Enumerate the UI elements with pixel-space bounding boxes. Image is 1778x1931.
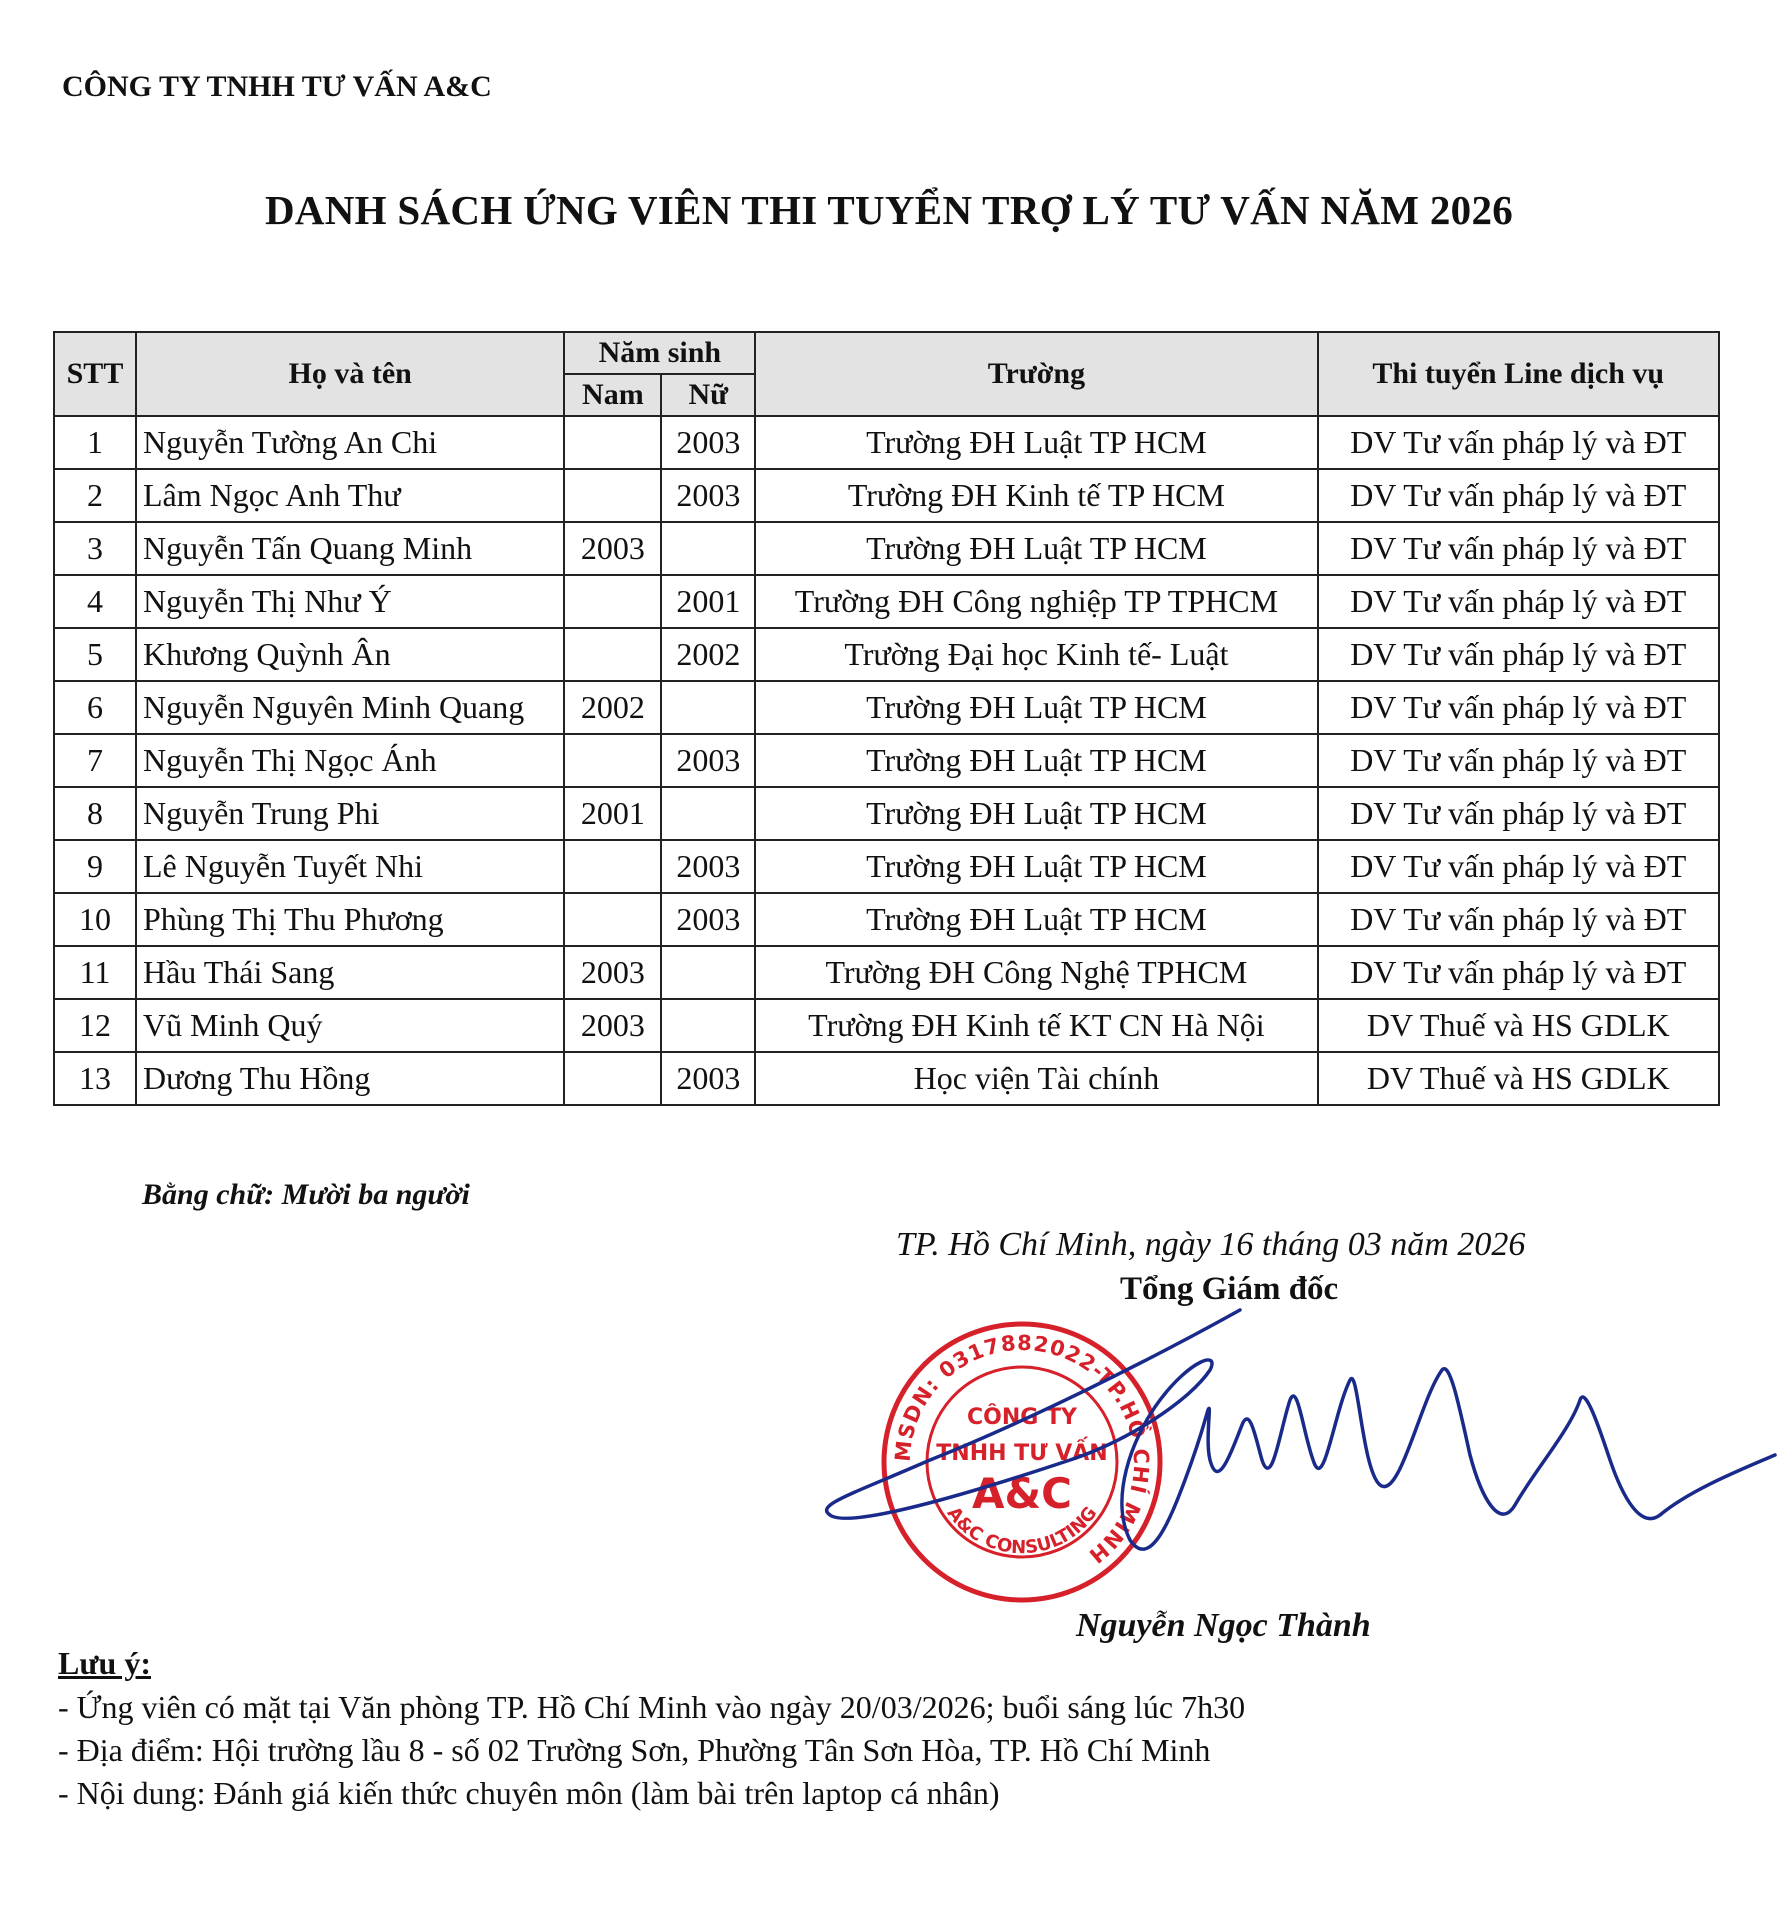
row-school: Trường ĐH Công Nghệ TPHCM xyxy=(755,946,1317,999)
table-row xyxy=(54,681,1719,734)
row-birth-female: 2003 xyxy=(661,469,755,522)
row-line: DV Tư vấn pháp lý và ĐT xyxy=(1318,787,1720,840)
row-line: DV Thuế và HS GDLK xyxy=(1318,1052,1720,1105)
seal-line-2: TNHH TƯ VẤN xyxy=(936,1441,1108,1466)
total-in-words: Bằng chữ: Mười ba người xyxy=(142,1178,470,1211)
row-stt: 2 xyxy=(54,469,136,522)
document-title: DANH SÁCH ỨNG VIÊN THI TUYỂN TRỢ LÝ TƯ VẤN NĂM 2026 xyxy=(264,187,1514,233)
row-name: Khương Quỳnh Ân xyxy=(136,628,564,681)
header-male: Nam xyxy=(564,374,661,416)
row-school: Trường ĐH Kinh tế KT CN Hà Nội xyxy=(755,999,1317,1052)
row-school: Trường ĐH Luật TP HCM xyxy=(755,681,1317,734)
row-birth-male xyxy=(564,575,661,628)
row-birth-male xyxy=(564,1052,661,1105)
row-stt: 7 xyxy=(54,734,136,787)
row-stt: 1 xyxy=(54,416,136,469)
header-line: Thi tuyển Line dịch vụ xyxy=(1318,332,1720,416)
table-row xyxy=(54,575,1719,628)
candidate-table xyxy=(53,331,1720,1106)
table-row xyxy=(54,522,1719,575)
signer-name: Nguyễn Ngọc Thành xyxy=(1076,1607,1371,1644)
row-line: DV Tư vấn pháp lý và ĐT xyxy=(1318,575,1720,628)
row-line: DV Tư vấn pháp lý và ĐT xyxy=(1318,946,1720,999)
row-birth-male xyxy=(564,734,661,787)
place-date: TP. Hồ Chí Minh, ngày 16 tháng 03 năm 2026 xyxy=(896,1226,1526,1263)
row-name: Nguyễn Thị Ngọc Ánh xyxy=(136,734,564,787)
row-name: Nguyễn Trung Phi xyxy=(136,787,564,840)
row-birth-female: 2003 xyxy=(661,1052,755,1105)
row-line: DV Tư vấn pháp lý và ĐT xyxy=(1318,681,1720,734)
table-row xyxy=(54,416,1719,469)
row-line: DV Tư vấn pháp lý và ĐT xyxy=(1318,469,1720,522)
row-stt: 13 xyxy=(54,1052,136,1105)
row-line: DV Tư vấn pháp lý và ĐT xyxy=(1318,734,1720,787)
table-row xyxy=(54,1052,1719,1105)
row-birth-female xyxy=(661,681,755,734)
row-line: DV Tư vấn pháp lý và ĐT xyxy=(1318,893,1720,946)
row-birth-female: 2001 xyxy=(661,575,755,628)
row-line: DV Tư vấn pháp lý và ĐT xyxy=(1318,416,1720,469)
row-school: Trường ĐH Công nghiệp TP TPHCM xyxy=(755,575,1317,628)
table-row xyxy=(54,840,1719,893)
row-school: Trường ĐH Luật TP HCM xyxy=(755,787,1317,840)
row-name: Nguyễn Nguyên Minh Quang xyxy=(136,681,564,734)
table-row xyxy=(54,893,1719,946)
row-name: Vũ Minh Quý xyxy=(136,999,564,1052)
row-name: Nguyễn Tấn Quang Minh xyxy=(136,522,564,575)
row-birth-male: 2003 xyxy=(564,946,661,999)
row-stt: 9 xyxy=(54,840,136,893)
row-stt: 12 xyxy=(54,999,136,1052)
note-item: - Địa điểm: Hội trường lầu 8 - số 02 Trường Sơn, Phường Tân Sơn Hòa, TP. Hồ Chí Minh xyxy=(58,1732,1211,1768)
row-line: DV Tư vấn pháp lý và ĐT xyxy=(1318,522,1720,575)
header-birth-year: Năm sinh xyxy=(564,332,755,374)
row-line: DV Thuế và HS GDLK xyxy=(1318,999,1720,1052)
row-name: Lê Nguyễn Tuyết Nhi xyxy=(136,840,564,893)
row-stt: 6 xyxy=(54,681,136,734)
header-female: Nữ xyxy=(661,374,755,416)
seal-bottom-text: A&C CONSULTING xyxy=(942,1502,1102,1559)
handwritten-signature xyxy=(810,1290,1778,1630)
table-row xyxy=(54,469,1719,522)
row-birth-female: 2003 xyxy=(661,416,755,469)
header-school: Trường xyxy=(755,332,1317,416)
row-school: Trường ĐH Luật TP HCM xyxy=(755,522,1317,575)
table-row xyxy=(54,628,1719,681)
table-row xyxy=(54,787,1719,840)
row-stt: 5 xyxy=(54,628,136,681)
row-name: Nguyễn Thị Như Ý xyxy=(136,575,564,628)
row-birth-male xyxy=(564,628,661,681)
notes-title: Lưu ý: xyxy=(58,1645,151,1681)
row-birth-female: 2003 xyxy=(661,840,755,893)
row-birth-male xyxy=(564,416,661,469)
notes-list xyxy=(58,1686,1245,1815)
row-birth-male xyxy=(564,469,661,522)
header-name: Họ và tên xyxy=(136,332,564,416)
row-birth-male: 2003 xyxy=(564,522,661,575)
row-school: Trường Đại học Kinh tế- Luật xyxy=(755,628,1317,681)
row-school: Học viện Tài chính xyxy=(755,1052,1317,1105)
row-stt: 8 xyxy=(54,787,136,840)
row-birth-female: 2003 xyxy=(661,734,755,787)
seal-line-3: A&C xyxy=(972,1469,1072,1518)
row-school: Trường ĐH Luật TP HCM xyxy=(755,734,1317,787)
row-name: Hầu Thái Sang xyxy=(136,946,564,999)
row-name: Lâm Ngọc Anh Thư xyxy=(136,469,564,522)
row-stt: 10 xyxy=(54,893,136,946)
company-name: CÔNG TY TNHH TƯ VẤN A&C xyxy=(62,70,492,103)
row-birth-female: 2003 xyxy=(661,893,755,946)
table-row xyxy=(54,946,1719,999)
row-school: Trường ĐH Luật TP HCM xyxy=(755,893,1317,946)
row-name: Nguyễn Tường An Chi xyxy=(136,416,564,469)
row-birth-male: 2001 xyxy=(564,787,661,840)
row-birth-female: 2002 xyxy=(661,628,755,681)
row-school: Trường ĐH Kinh tế TP HCM xyxy=(755,469,1317,522)
row-school: Trường ĐH Luật TP HCM xyxy=(755,416,1317,469)
row-birth-female xyxy=(661,522,755,575)
header-stt: STT xyxy=(54,332,136,416)
row-school: Trường ĐH Luật TP HCM xyxy=(755,840,1317,893)
row-birth-female xyxy=(661,787,755,840)
row-stt: 3 xyxy=(54,522,136,575)
table-row xyxy=(54,999,1719,1052)
row-stt: 4 xyxy=(54,575,136,628)
row-line: DV Tư vấn pháp lý và ĐT xyxy=(1318,628,1720,681)
row-line: DV Tư vấn pháp lý và ĐT xyxy=(1318,840,1720,893)
signature-title: Tổng Giám đốc xyxy=(1120,1271,1339,1307)
note-item: - Ứng viên có mặt tại Văn phòng TP. Hồ Chí Minh vào ngày 20/03/2026; buổi sáng lúc 7h30 xyxy=(58,1689,1246,1725)
row-stt: 11 xyxy=(54,946,136,999)
seal-outer-text: MSDN: 0317882022-TP.HỒ CHÍ MINH xyxy=(890,1330,1154,1569)
row-birth-female xyxy=(661,946,755,999)
note-item: - Nội dung: Đánh giá kiến thức chuyên môn (làm bài trên laptop cá nhân) xyxy=(58,1775,1000,1811)
row-birth-male xyxy=(564,893,661,946)
row-birth-male: 2003 xyxy=(564,999,661,1052)
seal-line-1: CÔNG TY xyxy=(967,1405,1077,1430)
row-name: Dương Thu Hồng xyxy=(136,1052,564,1105)
row-birth-female xyxy=(661,999,755,1052)
table-row xyxy=(54,734,1719,787)
row-name: Phùng Thị Thu Phương xyxy=(136,893,564,946)
row-birth-male: 2002 xyxy=(564,681,661,734)
row-birth-male xyxy=(564,840,661,893)
